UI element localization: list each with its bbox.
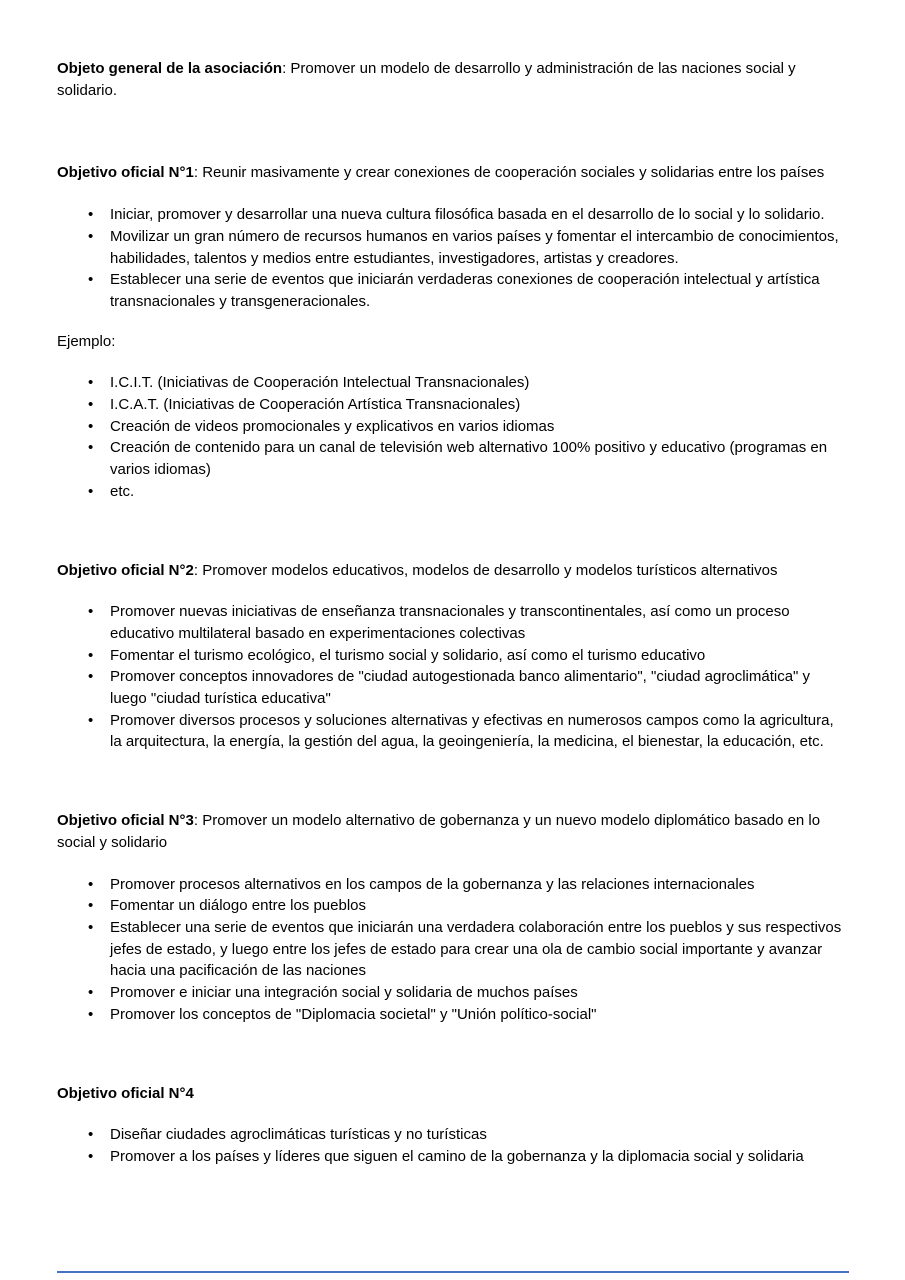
- list-item: • I.C.I.T. (Iniciativas de Cooperación Intelectual Transnacionales): [57, 372, 849, 394]
- list-item: • Establecer una serie de eventos que iniciarán una verdadera colaboración entre los pueblos y sus respectivos jefes de estado, y luego entre los jefes de estado para crear una ola de cambio social importante y avanzar hacia una pacificación de las naciones: [57, 917, 849, 982]
- intro-label: Objeto general de la asociación: [57, 60, 283, 77]
- list-item: • Promover procesos alternativos en los campos de la gobernanza y las relaciones internacionales: [57, 874, 849, 896]
- objective-1-label: Objetivo oficial N°1: [57, 164, 194, 182]
- list-item: • I.C.A.T. (Iniciativas de Cooperación Artística Transnacionales): [57, 394, 849, 416]
- list-item: • Promover e iniciar una integración social y solidaria de muchos países: [57, 982, 849, 1004]
- objective-4-heading: [57, 1083, 849, 1105]
- objective-2-list: [57, 601, 849, 753]
- objective-4-list: [57, 1124, 849, 1167]
- objective-2-heading: [57, 560, 849, 582]
- objective-4-label: Objetivo oficial N°4: [57, 1084, 194, 1102]
- list-item: • Promover los conceptos de "Diplomacia societal" y "Unión político-social": [57, 1004, 849, 1026]
- objective-3-label: Objetivo oficial N°3: [57, 812, 194, 830]
- intro-text: : Promover un modelo de desarrollo y administración de las naciones social y solidario.: [57, 60, 796, 99]
- list-item: • Promover conceptos innovadores de "ciudad autogestionada banco alimentario", "ciudad agroclimática" y luego "ciudad turística educativa": [57, 666, 849, 709]
- list-item: • Creación de videos promocionales y explicativos en varios idiomas: [57, 416, 849, 438]
- list-item: • Promover nuevas iniciativas de enseñanza transnacionales y transcontinentales, así como un proceso educativo multilateral basado en experimentaciones colectivas: [57, 601, 849, 644]
- objective-1-list: [57, 204, 849, 313]
- objective-1-text: : Reunir masivamente y crear conexiones de cooperación sociales y solidarias entre los países: [193, 164, 825, 182]
- list-item: • Iniciar, promover y desarrollar una nueva cultura filosófica basada en el desarrollo de lo social y lo solidario.: [57, 204, 849, 226]
- list-item: • Fomentar un diálogo entre los pueblos: [57, 895, 849, 917]
- objective-3-heading: [57, 810, 849, 853]
- list-item: • Diseñar ciudades agroclimáticas turísticas y no turísticas: [57, 1124, 849, 1146]
- example-list: [57, 372, 849, 502]
- objective-2-label: Objetivo oficial N°2: [57, 561, 194, 579]
- page-bottom-rule: [57, 1271, 849, 1273]
- list-item: • Establecer una serie de eventos que iniciarán verdaderas conexiones de cooperación intelectual y artística transnacionales y transgeneracionales.: [57, 269, 849, 312]
- example-heading: Ejemplo:: [57, 332, 116, 350]
- list-item: • Promover diversos procesos y soluciones alternativas y efectivas en numerosos campos como la agricultura, la arquitectura, la energía, la gestión del agua, la geoingeniería, la medicina, el bienestar, la educación, etc.: [57, 710, 849, 753]
- objective-2-text: : Promover modelos educativos, modelos de desarrollo y modelos turísticos alternativos: [193, 561, 778, 579]
- list-item: • Movilizar un gran número de recursos humanos en varios países y fomentar el intercambio de conocimientos, habilidades, talentos y medios entre estudiantes, investigadores, artistas y creadores.: [57, 226, 849, 269]
- objective-1-heading: [57, 162, 849, 184]
- objective-3-text: : Promover un modelo alternativo de gobernanza y un nuevo modelo diplomático basado en lo social y solidario: [57, 812, 821, 851]
- objective-3-list: [57, 874, 849, 1026]
- list-item: • Promover a los países y líderes que siguen el camino de la gobernanza y la diplomacia social y solidaria: [57, 1146, 849, 1168]
- intro-paragraph: [57, 58, 849, 101]
- list-item: • Fomentar el turismo ecológico, el turismo social y solidario, así como el turismo educativo: [57, 645, 849, 667]
- list-item: • Creación de contenido para un canal de televisión web alternativo 100% positivo y educativo (programas en varios idiomas): [57, 437, 849, 480]
- list-item: • etc.: [57, 481, 849, 503]
